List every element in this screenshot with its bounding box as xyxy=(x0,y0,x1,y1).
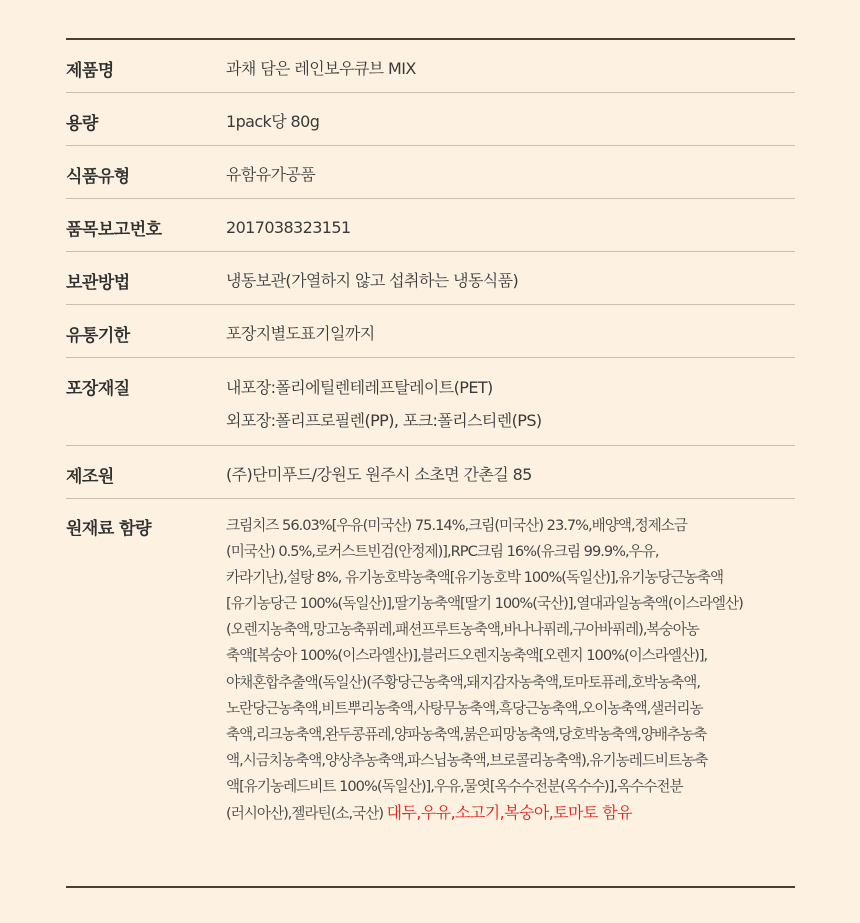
label-report-number: 품목보고번호 xyxy=(66,220,162,240)
ingredient-line: (미국산) 0.5%,로커스트빈검(안정제)],RPC크림 16%(유크림 99.9%,우유, xyxy=(226,543,659,561)
row-capacity xyxy=(66,93,795,146)
row-expiry xyxy=(66,305,795,358)
label-product-name: 제품명 xyxy=(66,61,114,81)
label-expiry: 유통기한 xyxy=(66,326,130,346)
row-food-type xyxy=(66,146,795,199)
value-manufacturer: (주)단미푸드/강원도 원주시 소초면 간촌길 85 xyxy=(226,465,532,484)
ingredient-line: 액[유기농레드비트 100%(독일산)],우유,물엿[옥수수전분(옥수수)],옥수수전분 xyxy=(226,777,683,795)
row-report-number xyxy=(66,199,795,252)
ingredient-line: 크림치즈 56.03%[우유(미국산) 75.14%,크림(미국산) 23.7%,배양액,정제소금 xyxy=(226,517,688,534)
value-packaging xyxy=(226,358,795,437)
packaging-inner: 내포장:폴리에틸렌테레프탈레이트(PET) xyxy=(226,378,493,397)
value-food-type: 유함유가공품 xyxy=(226,165,316,184)
ingredient-line: [유기농당근 100%(독일산)],딸기농축액[딸기 100%(국산)],열대과일농축액(이스라엘산) xyxy=(226,595,743,613)
value-product-name: 과채 담은 레인보우큐브 MIX xyxy=(226,59,416,78)
ingredient-line: 노란당근농축액,비트뿌리농축액,사탕무농축액,흑당근농축액,오이농축액,샐러리농 xyxy=(226,699,703,717)
ingredient-last-text: (러시아산),젤라틴(소,국산) xyxy=(226,805,384,823)
value-report-number: 2017038323151 xyxy=(226,218,351,237)
value-expiry: 포장지별도표기일까지 xyxy=(226,324,375,343)
value-ingredients xyxy=(226,499,795,827)
label-packaging: 포장재질 xyxy=(66,379,130,399)
label-storage: 보관방법 xyxy=(66,273,130,293)
label-capacity: 용량 xyxy=(66,114,98,134)
ingredient-line: 카라기난),설탕 8%, 유기농호박농축액[유기농호박 100%(독일산)],유기농당근농축액 xyxy=(226,569,724,587)
row-product-name xyxy=(66,40,795,93)
ingredient-line: 축액[복숭아 100%(이스라엘산)],블러드오렌지농축액[오렌지 100%(이스라엘산)], xyxy=(226,647,708,665)
label-ingredients: 원재료 함량 xyxy=(66,519,152,539)
ingredient-line: 액,시금치농축액,양상추농축액,파스닙농축액,브로콜리농축액),유기농레드비트농축 xyxy=(226,751,708,769)
label-manufacturer: 제조원 xyxy=(66,467,114,487)
packaging-outer: 외포장:폴리프로필렌(PP), 포크:폴리스티렌(PS) xyxy=(226,411,542,430)
label-food-type: 식품유형 xyxy=(66,167,130,187)
row-storage xyxy=(66,252,795,305)
ingredient-line: 야채혼합추출액(독일산)(주황당근농축액,돼지감자농축액,토마토퓨레,호박농축액, xyxy=(226,673,700,691)
allergen-notice: 대두,우유,소고기,복숭아,토마토 함유 xyxy=(386,803,632,823)
product-info-table xyxy=(66,38,795,888)
row-ingredients xyxy=(66,499,795,886)
ingredient-line: 축액,리크농축액,완두콩퓨레,양파농축액,붉은피망농축액,당호박농축액,양배추농축 xyxy=(226,725,707,743)
value-storage: 냉동보관(가열하지 않고 섭취하는 냉동식품) xyxy=(226,271,519,290)
ingredient-line: (오렌지농축액,망고농축퓌레,패션프루트농축액,바나나퓌레,구아바퓌레),복숭아농 xyxy=(226,621,699,639)
value-capacity: 1pack당 80g xyxy=(226,112,320,131)
row-packaging xyxy=(66,358,795,446)
row-manufacturer xyxy=(66,446,795,499)
ingredient-last-line xyxy=(226,800,795,827)
